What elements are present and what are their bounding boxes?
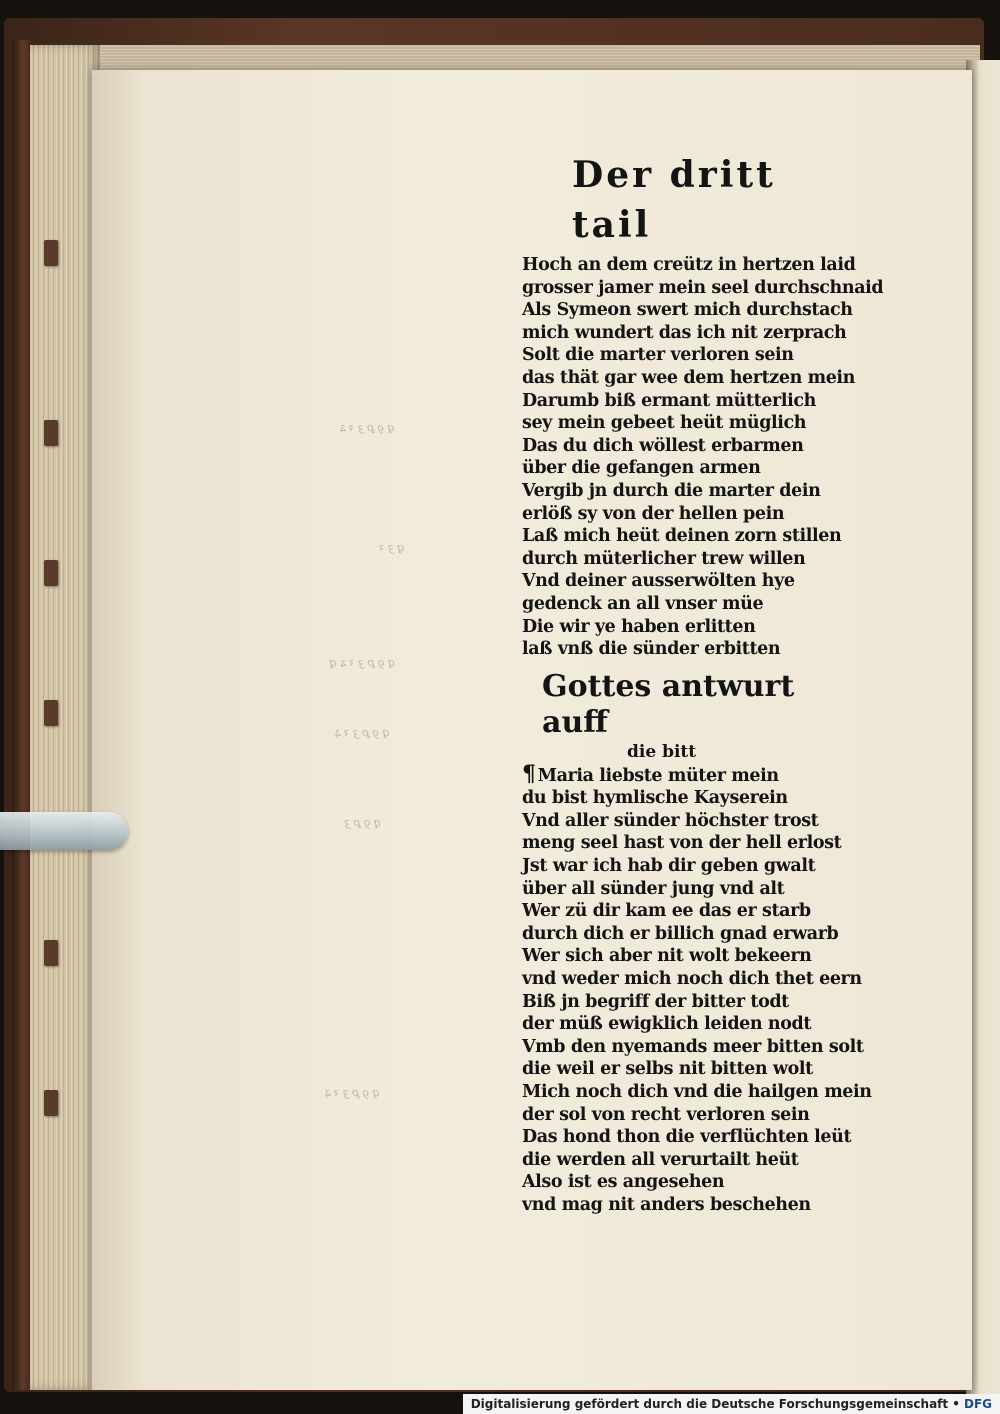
show-through-marginalia: ꝗ ꝯ ꝑ ꝫ ꝛ ꝝ	[335, 726, 391, 739]
verse-line: Darumb biß ermant mütterlich	[522, 390, 816, 411]
verse-line: Biß jn begriff der bitter todt	[522, 991, 789, 1012]
verse-line: Vnd aller sünder höchster trost	[522, 810, 819, 831]
verse-line: Vnd deiner ausserwölten hye	[522, 571, 795, 592]
show-through-marginalia: ꝗ ꝯ ꝑ ꝫ ꝛ ꝝ	[340, 421, 396, 434]
page-tab	[44, 240, 58, 266]
verse-line: Das du dich wöllest erbarmen	[522, 435, 804, 456]
verse-line: Das hond thon die verflüchten leüt	[522, 1127, 852, 1148]
verse-line: das thät gar wee dem hertzen mein	[522, 367, 856, 388]
verse-line: über die gefangen armen	[522, 458, 761, 479]
section-heading: Der dritt tail	[572, 154, 776, 246]
verse-line: Vergib jn durch die marter dein	[522, 480, 821, 501]
verse-line: gedenck an all vnser müe	[522, 593, 764, 614]
funding-credit-text: Digitalisierung gefördert durch die Deutsche Forschungsgemeinschaft •	[470, 1397, 960, 1411]
verse-line: Vmb den nyemands meer bitten solt	[522, 1036, 864, 1057]
page-tab	[44, 940, 58, 966]
page-top-edges	[30, 45, 980, 71]
verse-line: laß vnß die sünder erbitten	[522, 639, 781, 660]
footer-credit	[463, 1394, 1000, 1414]
verse-line: Also ist es angesehen	[522, 1172, 725, 1193]
page-tab	[44, 700, 58, 726]
verse-line: erlöß sy von der hellen pein	[522, 503, 785, 524]
dfg-logo: DFG	[963, 1397, 992, 1411]
pilcrow-mark: ¶	[522, 760, 536, 787]
verse-line: vnd mag nit anders beschehen	[522, 1194, 811, 1215]
page-tab	[44, 420, 58, 446]
verse-line: Die wir ye haben erlitten	[522, 616, 756, 637]
verse-line: vnd weder mich noch dich thet eern	[522, 969, 862, 990]
verse-line	[522, 760, 862, 788]
verse-line: Hoch an dem creütz in hertzen laid	[522, 255, 856, 275]
verse-line: durch dich er billich gnad erwarb	[522, 923, 839, 944]
verse-line: Als Symeon swert mich durchstach	[522, 300, 853, 321]
page-fore-edges	[30, 45, 100, 1390]
page-tab	[44, 560, 58, 586]
show-through-marginalia: ꝗ ꝫ ꝛ	[380, 541, 405, 554]
verse-line: mich wundert das ich nit zerprach	[522, 322, 847, 343]
page-text	[522, 150, 884, 1217]
verse-line: sey mein gebeet heüt müglich	[522, 413, 807, 434]
verse-line: Wer sich aber nit wolt bekeern	[522, 946, 812, 967]
verse-line: Laß mich heüt deinen zorn stillen	[522, 526, 842, 547]
verse-line: Mich noch dich vnd die hailgen mein	[522, 1082, 872, 1102]
verse-line: grosser jamer mein seel durchschnaid	[522, 277, 884, 298]
verse-block-a	[522, 254, 884, 661]
verse-line: der sol von recht verloren sein	[522, 1104, 810, 1125]
verse-line-text: Maria liebste müter mein	[537, 765, 779, 786]
show-through-marginalia: ꝗ ꝯ ꝑ ꝫ ꝛ ꝝ	[325, 1086, 381, 1099]
verse-line: Solt die marter verloren sein	[522, 345, 794, 366]
verse-line: Wer zü dir kam ee das er starb	[522, 901, 811, 922]
show-through-marginalia: ꝗ ꝯ ꝑ ꝫ	[345, 816, 382, 829]
verse-line: meng seel hast von der hell erlost	[522, 833, 842, 854]
page-tab	[44, 1090, 58, 1116]
show-through-marginalia: ꝗ ꝯ ꝑ ꝫ ꝛ ꝝ ꝗ	[330, 656, 396, 669]
verse-line: du bist hymlische Kayserein	[522, 788, 788, 809]
verse-line: durch müterlicher trew willen	[522, 548, 806, 569]
verse-line: der müß ewigklich leiden nodt	[522, 1014, 812, 1035]
verse-line: über all sünder jung vnd alt	[522, 878, 785, 899]
verse-line: Jst war ich hab dir geben gwalt	[522, 856, 816, 877]
subheading: Gottes antwurt auff	[542, 668, 795, 740]
bookmark-clip	[0, 812, 128, 850]
verse-line: die werden all verurtailt heüt	[522, 1149, 799, 1170]
subheading-continuation: die bitt	[627, 741, 697, 762]
verse-line: die weil er selbs nit bitten wolt	[522, 1059, 813, 1080]
verse-block-b	[522, 760, 872, 1217]
